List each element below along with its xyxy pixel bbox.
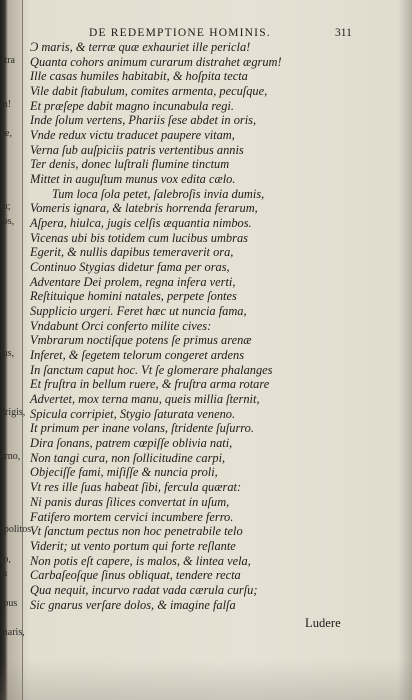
verse-line: Objeciſſe fami, miſiſſe & nuncia proli, <box>30 465 218 480</box>
verse-line: Dira ſonans, patrem cœpiſſe oblivia nati, <box>30 436 233 451</box>
verse-line: Vicenas ubi bis totidem cum lucibus umbras <box>30 230 248 245</box>
verse-line: Ter denis, donec luſtrali flumine tinctum <box>30 157 230 172</box>
verse-line: Verna ſub auſpiciis patris vertentibus annis <box>30 142 244 157</box>
verse-line: Vt ſanctum pectus non hoc penetrabile telo <box>30 524 243 539</box>
verse-line: Vile dabit ſtabulum, comites armenta, pecuſque, <box>30 84 268 99</box>
verse-line: It primum per inane volans, ſtridente ſuſurro. <box>30 421 254 436</box>
facing-page-margin-text: los, <box>0 216 15 228</box>
facing-page-margin-text: maris, <box>0 627 25 639</box>
verse-line: Egerit, & nullis dapibus temeraverit ora, <box>30 245 234 260</box>
verse-line: Adventare Dei prolem, regna infera verti, <box>30 274 236 289</box>
running-head: DE REDEMPTIONE HOMINIS. <box>89 27 271 39</box>
catchword: Ludere <box>305 616 341 630</box>
facing-page-margin-text: erno, <box>0 451 21 463</box>
verse-line: Vt res ille ſuas habeat ſibi, fercula quærat: <box>30 480 242 495</box>
verse-line: Vndabunt Orci conferto milite cives: <box>30 318 212 333</box>
verse-line: Inferet, & ſegetem telorum congeret ardens <box>30 348 245 363</box>
verse-line: Ille casas humiles habitabit, & hoſpita tecta <box>30 69 248 84</box>
verse-line: Ɔ maris, & terræ quæ exhauriet ille pericla! <box>30 40 251 54</box>
verse-line: Spicula corripiet, Stygio ſaturata veneno. <box>30 406 236 421</box>
verse-line: Supplicio urgeri. Feret hæc ut nuncia fama, <box>30 304 247 319</box>
facing-page-margin-text: tus, <box>0 348 15 360</box>
page <box>23 0 412 700</box>
verse-line: Quanta cohors animum curarum distrahet ægrum! <box>30 54 282 69</box>
verse-line: Vmbrarum noctiſque potens ſe primus arenæ <box>30 333 252 348</box>
facing-page-margin-text: m! <box>0 98 12 110</box>
facing-page-margin-text: atra <box>0 54 15 66</box>
verse-line: Tum loca ſola petet, ſalebroſis invia dumis, <box>52 186 265 201</box>
page-curl-shadow <box>398 0 412 700</box>
verse-line: Viderit; ut vento portum qui forte reſlante <box>30 538 236 553</box>
verse-line: In ſanctum caput hoc. Vt ſe glomerare phalanges <box>30 362 273 377</box>
verse-line: Inde ſolum vertens, Phariis ſese abdet in oris, <box>30 113 257 128</box>
verse-line: Non potis eſt capere, is malos, & lintea vela, <box>30 553 251 568</box>
verse-line: Vomeris ignara, & latebris horrenda ferarum, <box>30 201 258 216</box>
facing-page-margin-text: m; <box>0 201 11 213</box>
verse-line: Et fruſtra in bellum ruere, & fruſtra arma rotare <box>30 377 270 392</box>
verse-line: Qua nequit, incurvo radat vada cærula curſu; <box>30 582 258 597</box>
facing-page-margin-text: ro, <box>0 553 11 565</box>
verse-line: Et præſepe dabit magno incunabula regi. <box>30 98 234 113</box>
verse-line: Ni panis duras ſilices convertat in uſum, <box>30 494 230 509</box>
facing-page-margin-text: rpus <box>0 597 18 609</box>
page-number: 311 <box>335 27 352 39</box>
verse-line: Continuo Stygias didetur fama per oras, <box>30 260 230 275</box>
page-bottom-shadow <box>0 660 412 700</box>
verse-line: Sic gnarus verſare dolos, & imagine falſa <box>30 597 236 612</box>
verse-line: Carbaſeoſque ſinus obliquat, tendere recta <box>30 568 241 583</box>
facing-page-margin-text: drigis, <box>0 407 26 418</box>
verse-line: Fatifero mortem cervici incumbere ferro. <box>30 509 234 524</box>
facing-page-margin-text: ue, <box>0 128 12 140</box>
facing-page-margin-text: ta <box>0 568 8 580</box>
verse-line: Advertet, mox terna manu, queis millia ſternit, <box>30 392 260 407</box>
verse-block <box>30 40 360 612</box>
verse-line: Non tangi cura, non ſollicitudine carpi, <box>30 450 226 465</box>
verse-line: Aſpera, hiulca, jugis celſis æquantia nimbos. <box>30 216 252 231</box>
verse-line: Mittet in auguſtum munus vox edita cælo. <box>30 172 236 187</box>
verse-line: Reſtituique homini natales, perpete ſontes <box>30 289 237 304</box>
verse-line: Vnde redux victu traducet paupere vitam, <box>30 128 235 143</box>
facing-page-margin-text: spolitos <box>0 524 32 536</box>
